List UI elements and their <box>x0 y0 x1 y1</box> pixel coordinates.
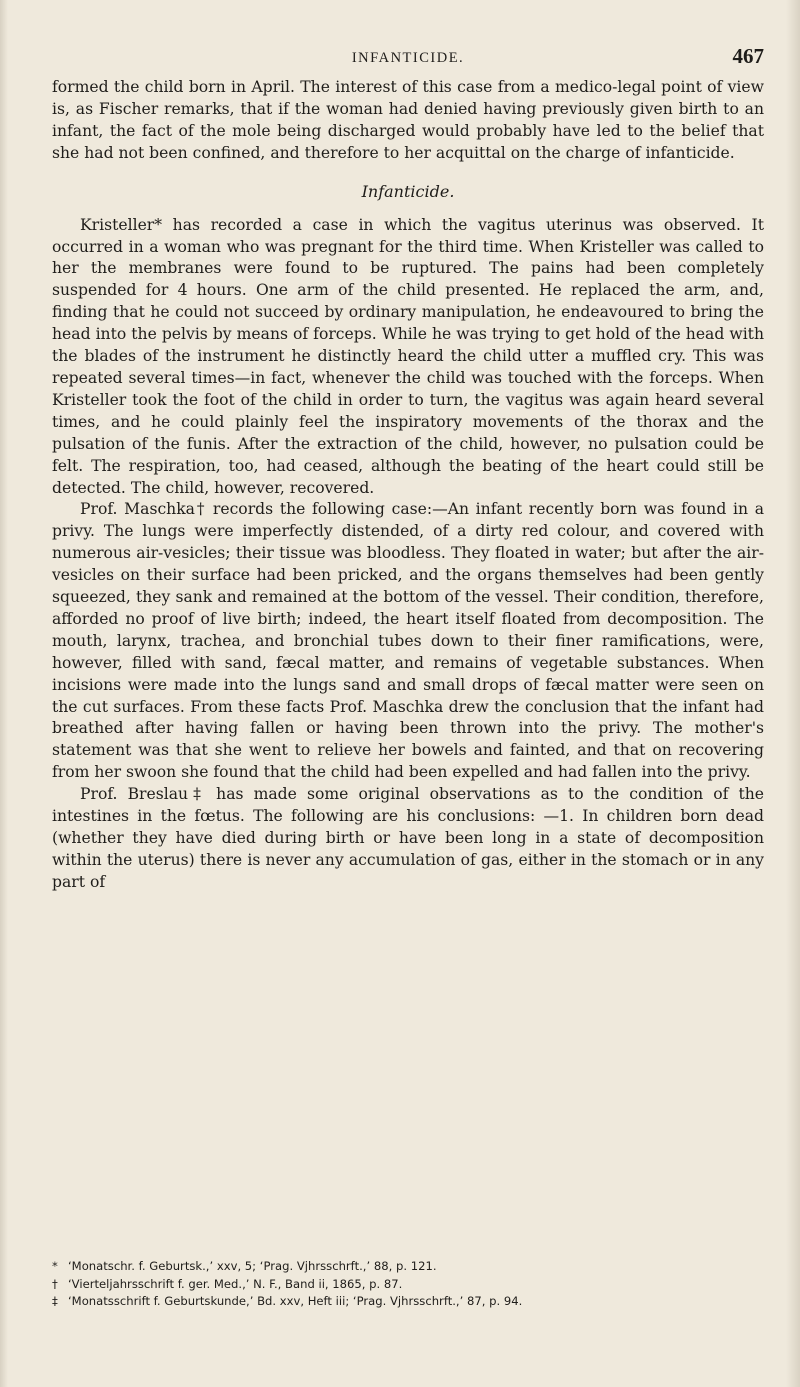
paragraph-kristeller: Kristeller* has recorded a case in which the vagitus uterinus was observed. It occurred in a woman who was pregnant for the third time. When Kristeller was called to her the membranes were found to be ruptured. The pains had been completely suspended for 4 hours. One arm of the child presented. He replaced the arm, and, finding that he could not succeed by ordinary manipulation, he endeavoured to bring the head into the pelvis by means of forceps. While he was trying to get hold of the head with the blades of the instrument he distinctly heard the child utter a muffled cry. This was repeated several times—in fact, whenever the child was touched with the forceps. When Kristeller took the foot of the child in order to turn, the vagitus was again heard several times, and he could plainly feel the inspiratory movements of the thorax and the pulsation of the funis. After the extraction of the child, however, no pulsation could be felt. The respiration, too, had ceased, although the beating of the heart could still be detected. The child, however, recovered. <box>52 215 764 497</box>
footnote-1 <box>52 1258 764 1276</box>
footnote-mark: * <box>52 1259 58 1273</box>
footnote-text: ‘Vierteljahrsschrift f. ger. Med.,’ N. F., Band ii, 1865, p. 87. <box>68 1276 403 1291</box>
running-head <box>52 44 764 68</box>
footnote-mark: † <box>52 1276 58 1291</box>
running-title: INFANTICIDE. <box>351 50 465 66</box>
paragraph-continuation: formed the child born in April. The interest of this case from a medico-legal point of view is, as Fischer remarks, that if the woman had denied having previously given birth to an infant, the fact of the mole being discharged would probably have led to the belief that she had not been confined, and therefore to her acquittal on the charge of infanticide. <box>52 78 764 162</box>
footnote-mark: ‡ <box>52 1294 58 1308</box>
footnote-text: ‘Monatschr. f. Geburtsk.,’ xxv, 5; ‘Prag. Vjhrsschrft.,’ 88, p. 121. <box>68 1259 437 1273</box>
paragraph-breslau: Prof. Breslau‡ has made some original observations as to the condition of the intestines in the fœtus. The following are his conclusions: —1. In children born dead (whether they have died during birth or have been long in a state of decomposition within the uterus) there is never any accumulation of gas, either in the stomach or in any part of <box>52 785 764 891</box>
page-left-edge <box>0 0 8 1387</box>
page-number: 467 <box>732 44 764 68</box>
body-text <box>52 77 764 894</box>
footnotes <box>52 1258 764 1311</box>
book-page <box>52 0 764 1387</box>
footnote-text: ‘Monatsschrift f. Geburtskunde,’ Bd. xxv, Heft iii; ‘Prag. Vjhrsschrft.,’ 87, p. 94. <box>68 1294 523 1308</box>
footnote-2 <box>52 1276 764 1294</box>
footnote-3 <box>52 1293 764 1311</box>
section-heading: Infanticide. <box>361 181 455 201</box>
page-right-edge <box>786 0 800 1387</box>
paragraph-maschka: Prof. Maschka† records the following case:—An infant recently born was found in a privy. The lungs were imperfectly distended, of a dirty red colour, and covered with numerous air-vesicles; their tissue was bloodless. They floated in water; but after the air-vesicles on their surface had been pricked, and the organs themselves had been gently squeezed, they sank and remained at the bottom of the vessel. Their condition, therefore, afforded no proof of live birth; indeed, the heart itself floated from decomposition. The mouth, larynx, trachea, and bronchial tubes down to their finer ramifications, were, however, filled with sand, fæcal matter, and remains of vegetable substances. When incisions were made into the lungs sand and small drops of fæcal matter were seen on the cut surfaces. From these facts Prof. Maschka drew the conclusion that the infant had breathed after having fallen or having been thrown into the privy. The mother's statement was that she went to relieve her bowels and fainted, and that on recovering from her swoon she found that the child had been expelled and had fallen into the privy. <box>52 500 764 782</box>
